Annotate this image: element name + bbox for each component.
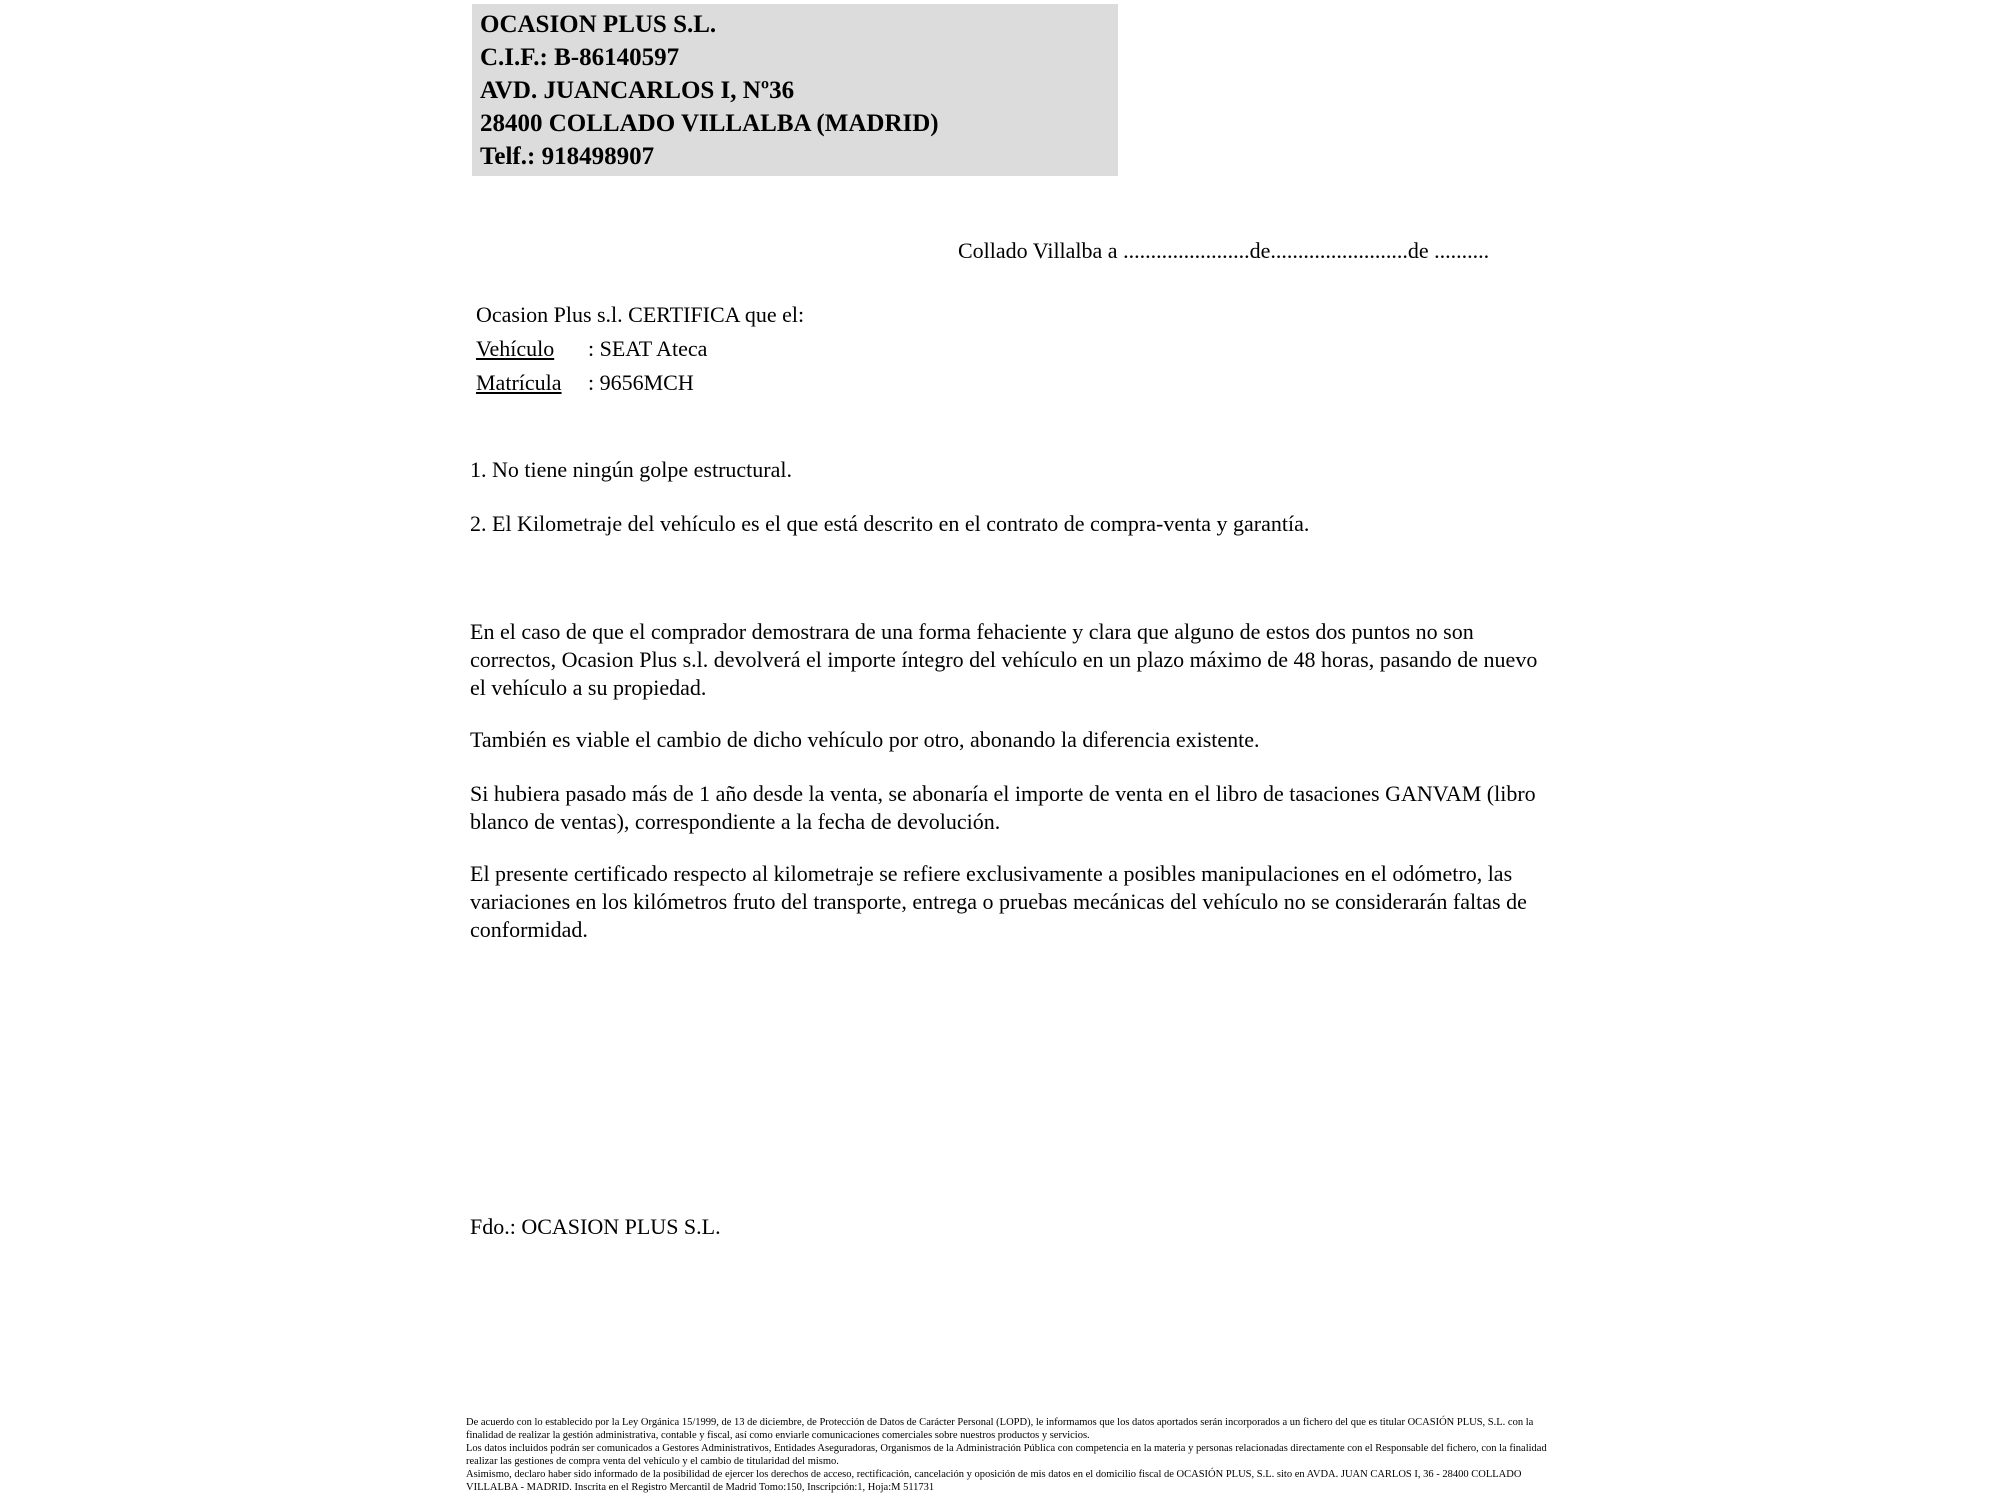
date-line: Collado Villalba a .......................de.........................de .......... — [958, 238, 1490, 263]
point-structural-damage: 1. No tiene ningún golpe estructural. — [470, 457, 792, 482]
certify-statement: Ocasion Plus s.l. CERTIFICA que el: — [476, 302, 805, 327]
paragraph-refund: En el caso de que el comprador demostrara de una forma fehaciente y clara que alguno de estos dos puntos no son correctos, Ocasion Plus s.l. devolverá el importe íntegro del vehículo en un plazo máximo de 48 horas, pasando de nuevo el vehículo a su propiedad. — [470, 619, 1538, 700]
plate-row — [476, 370, 694, 396]
plate-value: : 9656MCH — [588, 370, 694, 395]
plate-label: Matrícula — [476, 370, 562, 395]
legal-paragraph-lopd: De acuerdo con lo establecido por la Ley Orgánica 15/1999, de 13 de diciembre, de Protección de Datos de Carácter Personal (LOPD), le informamos que los datos aportados serán incorporados a un fichero del que es titular OCASIÓN PLUS, S.L. con la finalidad de realizar la gestión administrativa, contable y fiscal, así como enviarle comunicaciones comerciales sobre nuestros productos y servicios. — [466, 1417, 1534, 1441]
paragraph-exchange: También es viable el cambio de dicho vehículo por otro, abonando la diferencia existente. — [470, 727, 1260, 752]
company-phone: Telf.: 918498907 — [480, 143, 655, 170]
company-address: AVD. JUANCARLOS I, Nº36 — [480, 77, 795, 104]
point-mileage: 2. El Kilometraje del vehículo es el que está descrito en el contrato de compra-venta y garantía. — [470, 511, 1310, 536]
signature-line: Fdo.: OCASION PLUS S.L. — [470, 1214, 721, 1239]
company-city: 28400 COLLADO VILLALBA (MADRID) — [480, 110, 939, 137]
legal-paragraph-rights: Asimismo, declaro haber sido informado de la posibilidad de ejercer los derechos de acceso, rectificación, cancelación y oposición de mis datos en el domicilio fiscal de OCASIÓN PLUS, S.L. sito en AVDA. JUAN CARLOS I, 36 - 28400 COLLADO VILLALBA - MADRID. Inscrita en el Registro Mercantil de Madrid Tomo:150, Inscripción:1, Hoja:M 511731 — [466, 1469, 1522, 1493]
paragraph-ganvam: Si hubiera pasado más de 1 año desde la venta, se abonaría el importe de venta en el libro de tasaciones GANVAM (libro blanco de ventas), correspondiente a la fecha de devolución. — [470, 781, 1536, 834]
vehicle-label: Vehículo — [476, 336, 555, 361]
company-name: OCASION PLUS S.L. — [480, 11, 717, 38]
vehicle-row — [476, 336, 707, 362]
legal-footer — [466, 1416, 1558, 1494]
legal-paragraph-data-sharing: Los datos incluidos podrán ser comunicados a Gestores Administrativos, Entidades Aseguradoras, Organismos de la Administración Pública con competencia en la materia y personas relacionadas directamente con el Responsable del fichero, con la finalidad realizar las gestiones de compra venta del vehículo y el cambio de titularidad del mismo. — [466, 1443, 1547, 1467]
vehicle-value: : SEAT Ateca — [588, 336, 708, 361]
letterhead — [472, 4, 1118, 176]
company-cif: C.I.F.: B-86140597 — [480, 44, 680, 71]
paragraph-odometer-disclaimer: El presente certificado respecto al kilometraje se refiere exclusivamente a posibles manipulaciones en el odómetro, las variaciones en los kilómetros fruto del transporte, entrega o pruebas mecánicas del vehículo no se considerarán faltas de conformidad. — [470, 861, 1527, 942]
